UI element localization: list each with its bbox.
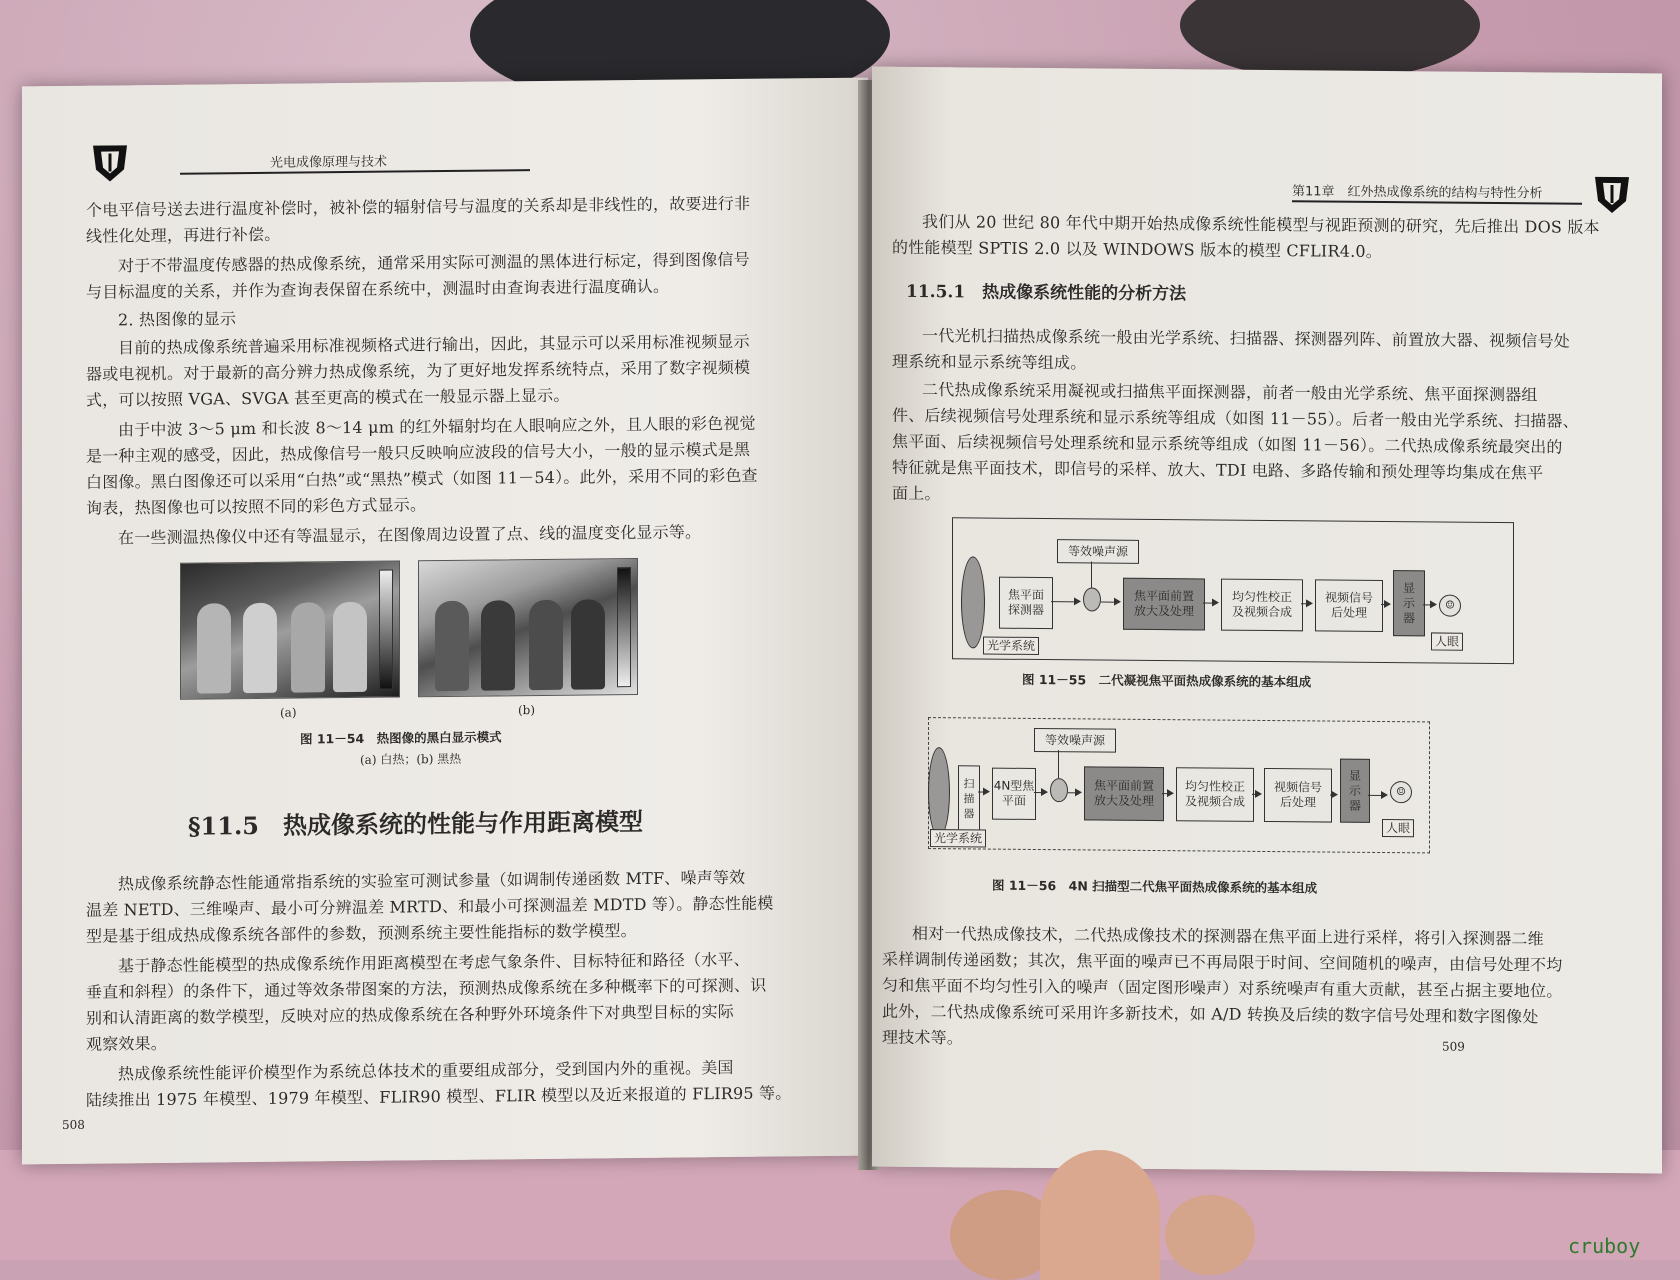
paragraph-line: 询表，热图像也可以按照不同的彩色方式显示。 (86, 495, 427, 518)
arrow (1068, 792, 1080, 793)
fig56-noise-source: 等效噪声源 (1034, 728, 1116, 753)
fig56-scanner: 扫 描 器 (958, 765, 980, 831)
paragraph-line: 目前的热成像系统普遍采用标准视频格式进行输出，因此，其显示可以采用标准视频显示 (118, 331, 750, 358)
fig55-diagram (952, 517, 1514, 664)
shield-logo-icon (1592, 173, 1632, 217)
arrow (1034, 792, 1046, 793)
heading-display: 2. 热图像的显示 (118, 309, 237, 330)
arrow (1252, 794, 1260, 795)
page-number-left: 508 (62, 1117, 85, 1133)
lens-icon (961, 556, 985, 648)
paragraph-line: 二代热成像系统采用凝视或扫描焦平面探测器，前者一般由光学系统、焦平面探测器组 (922, 379, 1538, 405)
paragraph-line: 是一种主观的感受，因此，热成像信号一般只反映响应波段的信号大小，一般的显示模式是黑 (86, 439, 751, 466)
paragraph-line: 陆续推出 1975 年模型、1979 年模型、FLIR90 模型、FLIR 模型以及近来报道的 FLIR95 等。 (86, 1083, 792, 1110)
left-header (90, 138, 460, 172)
arrow (1330, 795, 1336, 796)
header-rule (180, 169, 530, 175)
paragraph-line: 对于不带温度传感器的热成像系统，通常采用实际可测温的黑体进行标定，得到图像信号 (118, 249, 750, 276)
section-title: §11.5 热成像系统的性能与作用距离模型 (188, 806, 644, 841)
summing-node-icon (1083, 587, 1101, 611)
paragraph-line: 基于静态性能模型的热成像系统作用距离模型在考虑气象条件、目标特征和路径（水平、 (118, 949, 750, 976)
fig55-fpa: 焦平面 探测器 (999, 577, 1053, 629)
paragraph-line: 匀和焦平面不均匀性引入的噪声（固定图形噪声）对系统噪声有重大贡献，甚至占据主要地位。 (882, 975, 1563, 1001)
paragraph-line: 热成像系统性能评价模型作为系统总体技术的重要组成部分，受到国内外的重视。美国 (118, 1057, 734, 1084)
paragraph-line: 与目标温度的关系，并作为查询表保留在系统中，测温时由查询表进行温度确认。 (86, 276, 670, 302)
paragraph-line: 面上。 (892, 483, 941, 504)
paragraph-line: 一代光机扫描热成像系统一般由光学系统、扫描器、探测器列阵、前置放大器、视频信号处 (922, 325, 1571, 351)
fig56-caption: 图 11－56 4N 扫描型二代焦平面热成像系统的基本组成 (992, 877, 1318, 896)
arrow (1423, 604, 1435, 605)
page-number-right: 509 (1442, 1039, 1465, 1054)
right-header (1292, 150, 1652, 213)
arrow (1101, 602, 1119, 603)
shield-logo-icon (90, 141, 130, 185)
paragraph-line: 垂直和斜程）的条件下，通过等效条带图案的方法，预测热成像系统在多种概率下的可探测、识 (86, 975, 767, 1002)
watermark-text: cruboy (1568, 1234, 1641, 1258)
fig55-caption: 图 11－55 二代凝视焦平面热成像系统的基本组成 (1022, 671, 1312, 690)
fig56-preamp: 焦平面前置 放大及处理 (1084, 766, 1164, 821)
paragraph-line: 型是基于组成热成像系统各部件的参数，预测系统主要性能指标的数学模型。 (86, 920, 637, 946)
paragraph-line: 白图像。黑白图像还可以采用“白热”或“黑热”模式（如图 11－54）。此外，采用不同的彩色查 (86, 465, 758, 492)
paragraph-line: 我们从 20 世纪 80 年代中期开始热成像系统性能模型与视距预测的研究，先后推出 DOS 版本 (922, 211, 1600, 237)
paragraph-line: 件、后续视频信号处理系统和显示系统等组成（如图 11－55）。后者一般由光学系统、扫描器、 (892, 405, 1579, 431)
fig54-caption: 图 11－54 热图像的黑白显示模式 (300, 729, 502, 747)
paragraph-line: 理系统和显示系统等组成。 (892, 351, 1087, 373)
fig56-fpa: 4N型焦 平面 (992, 768, 1036, 820)
summing-node-icon (1050, 778, 1068, 802)
fig56-display: 显 示 器 (1340, 759, 1370, 823)
paragraph-line: 式，可以按照 VGA、SVGA 甚至更高的模式在一般显示器上显示。 (86, 385, 570, 410)
arrow (1381, 604, 1389, 605)
paragraph-line: 观察效果。 (86, 1033, 168, 1054)
paragraph-line: 器或电视机。对于最新的高分辨力热成像系统，为了更好地发挥系统特点，采用了数字视频模 (86, 357, 751, 384)
thermal-image-black-hot (418, 558, 638, 697)
eye-face-icon: ☺ (1390, 781, 1412, 803)
paragraph-line: 温差 NETD、三维噪声、最小可分辨温差 MRTD、和最小可探测温差 MDTD 等）。静态性能模 (86, 893, 774, 920)
paragraph-line: 热成像系统静态性能通常指系统的实验室可测试参量（如调制传递函数 MTF、噪声等效 (118, 867, 746, 894)
fig55-uniformity: 均匀性校正 及视频合成 (1221, 579, 1303, 632)
hand-finger (1040, 1150, 1160, 1280)
arrow (1368, 795, 1386, 796)
fig56-optics-label: 光学系统 (930, 829, 986, 847)
paragraph-line: 由于中波 3～5 μm 和长波 8～14 μm 的红外辐射均在人眼响应之外，且人眼的彩色视觉 (118, 413, 756, 440)
eye-face-icon: ☺ (1439, 595, 1461, 617)
right-page (872, 67, 1662, 1174)
fig56-video: 视频信号 后处理 (1264, 768, 1332, 823)
arrow (978, 791, 988, 792)
paragraph-line: 相对一代热成像技术，二代热成像技术的探测器在焦平面上进行采样，将引入探测器二维 (912, 923, 1544, 949)
right-header-title: 第11章 红外热成像系统的结构与特性分析 (1292, 184, 1543, 202)
paragraph-line: 焦平面、后续视频信号处理系统和显示系统等组成（如图 11－56）。二代热成像系统最突出的 (892, 431, 1563, 457)
paragraph-line: 理技术等。 (882, 1027, 964, 1048)
arrow (1301, 603, 1311, 604)
paragraph-line: 别和认清距离的数学模型，反映对应的热成像系统在各种野外环境条件下对典型目标的实际 (86, 1001, 735, 1028)
paragraph-line: 此外，二代热成像系统可采用许多新技术，如 A/D 转换及后续的数字信号处理和数字图像处 (882, 1001, 1539, 1027)
left-header-title: 光电成像原理与技术 (270, 154, 388, 171)
fig56-eye-label: 人眼 (1382, 819, 1414, 837)
fabric-pattern (1180, 0, 1480, 80)
fig54-label-a: (a) (280, 705, 297, 720)
connector (1058, 750, 1059, 778)
arrow (1051, 601, 1079, 602)
fig56-uniformity: 均匀性校正 及视频合成 (1176, 767, 1254, 822)
fig55-noise-source: 等效噪声源 (1057, 539, 1139, 564)
arrow (1162, 793, 1172, 794)
left-page (22, 78, 868, 1165)
fig55-eye-label: 人眼 (1431, 632, 1463, 650)
thermal-image-white-hot (180, 560, 400, 699)
hand-finger (1165, 1195, 1255, 1275)
fig54-subcaption: (a) 白热；(b) 黑热 (360, 751, 462, 767)
paragraph-line: 在一些测温热像仪中还有等温显示，在图像周边设置了点、线的温度变化显示等。 (118, 522, 702, 548)
paragraph-line: 特征就是焦平面技术，即信号的采样、放大、TDI 电路、多路传输和预处理等均集成在焦平 (892, 457, 1544, 483)
paragraph-line: 个电平信号送去进行温度补偿时，被补偿的辐射信号与温度的关系却是非线性的，故要进行非 (86, 193, 751, 220)
paragraph-line: 采样调制传递函数；其次，焦平面的噪声已不再局限于时间、空间随机的噪声，由信号处理不均 (882, 949, 1563, 975)
lens-icon (928, 747, 950, 837)
paragraph-line: 的性能模型 SPTIS 2.0 以及 WINDOWS 版本的模型 CFLIR4.0。 (892, 237, 1382, 262)
fig55-optics-label: 光学系统 (983, 637, 1039, 655)
connector (1091, 561, 1092, 587)
paragraph-line: 线性化处理，再进行补偿。 (86, 224, 281, 246)
arrow (1203, 602, 1217, 603)
fig55-display: 显 示 器 (1393, 570, 1425, 636)
fig55-video: 视频信号 后处理 (1315, 579, 1383, 632)
fig55-preamp: 焦平面前置 放大及处理 (1123, 578, 1205, 631)
subsection-title: 11.5.1 热成像系统性能的分析方法 (906, 281, 1187, 305)
fig54-label-b: (b) (518, 703, 536, 718)
fig56-diagram (922, 707, 1502, 872)
